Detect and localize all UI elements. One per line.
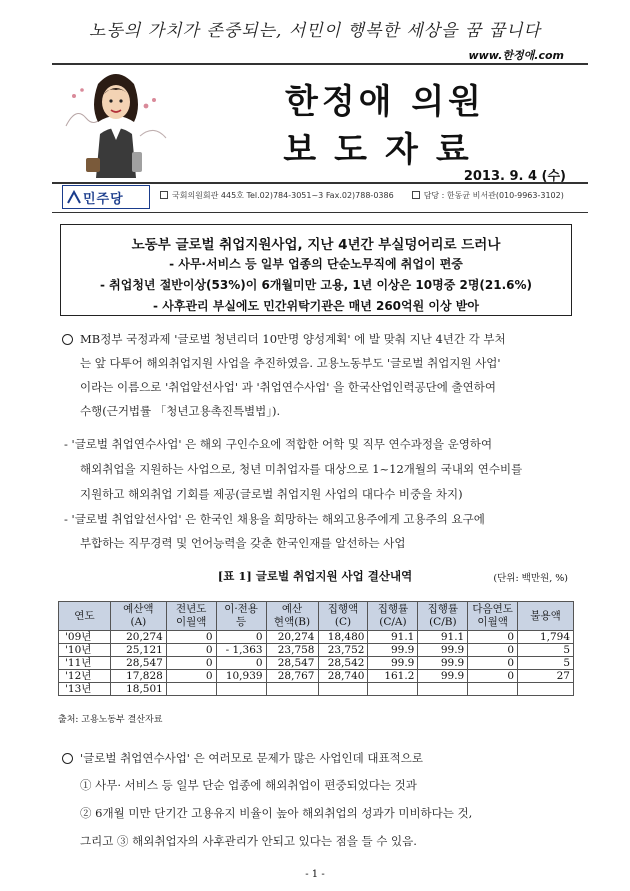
table-row	[59, 683, 574, 696]
value-cell: 18,501	[110, 683, 166, 696]
header-cell: 다음연도 이월액	[468, 602, 518, 631]
value-cell	[518, 683, 574, 696]
slogan: 노동의 가치가 존중되는, 서민이 행복한 세상을 꿈 꿉니다	[89, 21, 541, 41]
header-cell: 집행률 (C/B)	[418, 602, 468, 631]
value-cell: 0	[166, 670, 216, 683]
value-cell: 17,828	[110, 670, 166, 683]
document-type: 보도자료	[283, 130, 487, 170]
contact-info	[160, 190, 564, 201]
value-cell: 0	[166, 657, 216, 670]
circle-bullet-icon	[62, 334, 73, 345]
year-cell: '12년	[59, 670, 111, 683]
budget-table	[58, 601, 574, 696]
header-divider-3	[52, 212, 588, 213]
paragraph-line: 그리고 ③ 해외취업자의 사후관리가 안되고 있다는 점을 들 수 있음.	[80, 834, 417, 848]
page-number: - 1 -	[305, 869, 325, 880]
value-cell: 18,480	[318, 631, 368, 644]
value-cell: 23,758	[266, 644, 318, 657]
headline-sub-2: - 취업청년 절반이상(53%)이 6개월미만 고용, 1년 이상은 10명중 2명(21.6%)	[99, 278, 533, 292]
value-cell: 0	[216, 631, 266, 644]
value-cell: 28,547	[266, 657, 318, 670]
value-cell	[266, 683, 318, 696]
value-cell: 99.9	[418, 657, 468, 670]
table-unit: (단위: 백만원, %)	[493, 573, 568, 584]
value-cell: 20,274	[110, 631, 166, 644]
value-cell: 91.1	[418, 631, 468, 644]
header-cell: 집행액 (C)	[318, 602, 368, 631]
header-cell: 예산 현액(B)	[266, 602, 318, 631]
paragraph-line: - '글로벌 취업연수사업' 은 해외 구인수요에 적합한 어학 및 직무 연수과정을 운영하여	[64, 437, 493, 451]
table-source: 출처: 고용노동부 결산자료	[58, 715, 163, 725]
value-cell: 0	[216, 657, 266, 670]
year-cell: '09년	[59, 631, 111, 644]
value-cell: 20,274	[266, 631, 318, 644]
value-cell	[418, 683, 468, 696]
value-cell: 91.1	[368, 631, 418, 644]
header-cell: 이·전용 등	[216, 602, 266, 631]
paragraph-line: '글로벌 취업연수사업' 은 여러모로 문제가 많은 사업인데 대표적으로	[80, 751, 423, 765]
paragraph-line: MB정부 국정과제 '글로벌 청년리더 10만명 양성계획' 에 발 맞춰 지난 4년간 각 부처	[80, 332, 506, 346]
year-cell: '13년	[59, 683, 111, 696]
value-cell: 28,542	[318, 657, 368, 670]
member-title: 한정애 의원	[284, 82, 486, 122]
value-cell	[216, 683, 266, 696]
table-row	[59, 657, 574, 670]
member-portrait	[62, 66, 170, 180]
value-cell: 99.9	[368, 657, 418, 670]
value-cell: 5	[518, 657, 574, 670]
value-cell: 99.9	[418, 644, 468, 657]
contact-office: 국회의원회관 445호 Tel.02)784-3051~3 Fax.02)788-0386	[172, 191, 394, 200]
value-cell: 0	[166, 631, 216, 644]
table-row	[59, 644, 574, 657]
paragraph-line: ① 사무· 서비스 등 일부 단순 업종에 해외취업이 편중되었다는 것과	[80, 778, 417, 792]
paragraph-line: 수행(근거법률 「청년고용촉진특별법」).	[80, 404, 281, 418]
paragraph-line: 이라는 이름으로 '취업알선사업' 과 '취업연수사업' 을 한국산업인력공단에 출연하여	[80, 380, 496, 394]
value-cell: 23,752	[318, 644, 368, 657]
table-title: [표 1] 글로벌 취업지원 사업 결산내역	[217, 569, 413, 583]
value-cell	[166, 683, 216, 696]
value-cell	[468, 683, 518, 696]
header-cell: 집행률 (C/A)	[368, 602, 418, 631]
table-header-row	[59, 602, 574, 631]
table-row	[59, 631, 574, 644]
headline-sub-1: - 사무·서비스 등 일부 업종의 단순노무직에 취업이 편중	[169, 257, 463, 271]
value-cell: 28,767	[266, 670, 318, 683]
year-cell: '11년	[59, 657, 111, 670]
header-cell: 불용액	[518, 602, 574, 631]
value-cell: 28,740	[318, 670, 368, 683]
website-link[interactable]: www.한정애.com	[468, 49, 564, 62]
value-cell: 25,121	[110, 644, 166, 657]
party-emblem-icon	[67, 190, 81, 204]
paragraph-line: - '글로벌 취업알선사업' 은 한국인 채용을 희망하는 해외고용주에게 고용주의 요구에	[64, 512, 485, 526]
paragraph-line: ② 6개월 미만 단기간 고용유지 비율이 높아 해외취업의 성과가 미비하다는 것,	[80, 806, 473, 820]
party-logo	[62, 185, 150, 209]
value-cell: 99.9	[368, 644, 418, 657]
paragraph-line: 는 앞 다투어 해외취업지원 사업을 추진하였음. 고용노동부도 '글로벌 취업지원 사업'	[80, 356, 501, 370]
value-cell: 0	[166, 644, 216, 657]
checkbox-square-icon	[412, 191, 420, 199]
value-cell: 0	[468, 657, 518, 670]
value-cell: 0	[468, 631, 518, 644]
party-name: 민주당	[83, 192, 124, 207]
value-cell: 99.9	[418, 670, 468, 683]
checkbox-square-icon	[160, 191, 168, 199]
headline-sub-3: - 사후관리 부실에도 민간위탁기관은 매년 260억원 이상 받아	[153, 299, 479, 313]
value-cell: 0	[468, 644, 518, 657]
paragraph-line: 해외취업을 지원하는 사업으로, 청년 미취업자를 대상으로 1~12개월의 국내외 연수비를	[80, 462, 523, 476]
headline-title: 노동부 글로벌 취업지원사업, 지난 4년간 부실덩어리로 드러나	[131, 237, 501, 253]
header-cell: 예산액 (A)	[110, 602, 166, 631]
header-divider	[52, 63, 588, 65]
year-cell: '10년	[59, 644, 111, 657]
circle-bullet-icon	[62, 753, 73, 764]
value-cell: 27	[518, 670, 574, 683]
value-cell: 5	[518, 644, 574, 657]
paragraph-line: 지원하고 해외취업 기회를 제공(글로벌 취업지원 사업의 대다수 비중을 차지)	[80, 487, 463, 501]
value-cell: 161.2	[368, 670, 418, 683]
value-cell: 0	[468, 670, 518, 683]
header-divider-2	[52, 182, 588, 184]
value-cell: 28,547	[110, 657, 166, 670]
header-cell: 연도	[59, 602, 111, 631]
value-cell	[368, 683, 418, 696]
release-date: 2013. 9. 4 (수)	[463, 169, 566, 184]
contact-staff: 담당 : 한동균 비서관(010-9963-3102)	[423, 191, 564, 200]
value-cell: - 1,363	[216, 644, 266, 657]
header-cell: 전년도 이월액	[166, 602, 216, 631]
headline-box	[60, 224, 572, 316]
table-row	[59, 670, 574, 683]
value-cell	[318, 683, 368, 696]
value-cell: 10,939	[216, 670, 266, 683]
value-cell: 1,794	[518, 631, 574, 644]
paragraph-line: 부합하는 직무경력 및 언어능력을 갖춘 한국인재를 알선하는 사업	[80, 536, 406, 550]
